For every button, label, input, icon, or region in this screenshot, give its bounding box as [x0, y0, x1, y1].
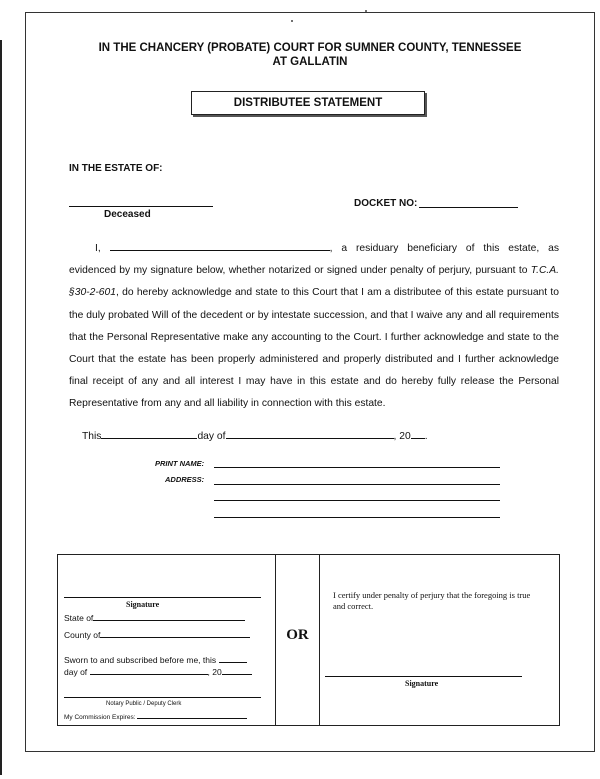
county-field[interactable] — [100, 629, 250, 638]
court-title-line1: IN THE CHANCERY (PROBATE) COURT FOR SUMNER COUNTY, TENNESSEE — [98, 42, 522, 54]
notary-signature-field[interactable] — [64, 697, 261, 698]
address-field-2[interactable] — [214, 500, 500, 501]
body-after-name: , a residuary beneficiary of this estate, as evidenced by my signature below, whether notarized or signed under penalty of perjury, pursuant to — [69, 243, 559, 277]
sworn-label: Sworn to and subscribed before me, this — [64, 655, 217, 665]
sworn-year-field[interactable] — [222, 666, 252, 675]
statement-body — [69, 238, 559, 416]
print-name-label: PRINT NAME: — [155, 459, 205, 468]
perjury-signature-field[interactable] — [325, 676, 522, 677]
commission-field[interactable] — [137, 712, 247, 719]
scan-edge-mark — [0, 40, 2, 775]
statement-title: DISTRIBUTEE STATEMENT — [191, 91, 425, 115]
state-field[interactable] — [93, 612, 245, 621]
docket-number-field[interactable] — [419, 207, 518, 208]
county-of-row — [64, 629, 250, 640]
day-of-label: day of — [197, 431, 226, 442]
sworn-row-2 — [64, 666, 252, 677]
date-line — [82, 428, 428, 442]
date-end: . — [424, 431, 428, 442]
estate-label: IN THE ESTATE OF: — [69, 163, 163, 174]
deceased-label: Deceased — [104, 209, 151, 220]
sworn-day-of-label: day of — [64, 667, 88, 677]
perjury-signature-label: Signature — [405, 679, 439, 688]
notarized-signature-field[interactable] — [64, 597, 261, 598]
print-name-field[interactable] — [214, 467, 500, 468]
beneficiary-name-field[interactable] — [110, 240, 330, 251]
notary-label: Notary Public / Deputy Clerk — [106, 701, 182, 707]
scan-speck — [291, 20, 293, 22]
scan-speck — [365, 10, 367, 12]
deceased-name-field[interactable] — [69, 206, 213, 207]
body-intro: I, — [95, 243, 101, 254]
day-field[interactable] — [101, 428, 197, 439]
address-label: ADDRESS: — [165, 475, 205, 484]
statute-citation: T.C.A. §30-2-601 — [69, 265, 559, 299]
state-of-label: State of — [64, 613, 94, 623]
state-of-row — [64, 612, 245, 623]
year-prefix: , 20 — [393, 431, 411, 442]
perjury-certification: I certify under penalty of perjury that the foregoing is true and correct. — [333, 590, 531, 611]
county-of-label: County of — [64, 630, 101, 640]
year-field[interactable] — [411, 428, 425, 439]
court-title-line2: AT GALLATIN — [272, 56, 348, 68]
notarized-signature-label: Signature — [126, 600, 160, 609]
sworn-year-prefix: , 20 — [207, 667, 222, 677]
sworn-row-1 — [64, 654, 247, 665]
address-field-1[interactable] — [214, 484, 500, 485]
or-label: OR — [286, 627, 309, 643]
this-label: This — [82, 431, 102, 442]
address-field-3[interactable] — [214, 517, 500, 518]
body-rest: , do hereby acknowledge and state to this Court that I am a distributee of this estate pursuant to the duly probated Will of the decedent or by intestate succession, and that I waive any and all requirements that the Personal Representative make any accounting to the Court. I further acknowledge and state to the Court that the estate has been properly administered and properly distributed and I further acknowledge final receipt of any and all interest I may have in this estate and do hereby fully release the Personal Representative from any and all liability in connection with this estate. — [69, 287, 559, 410]
sworn-month-field[interactable] — [90, 666, 208, 675]
commission-label: My Commission Expires: — [64, 714, 136, 721]
commission-row — [64, 712, 247, 721]
month-field[interactable] — [226, 428, 394, 439]
box-divider — [319, 554, 320, 726]
docket-label: DOCKET NO: — [354, 198, 418, 209]
sworn-day-field[interactable] — [219, 654, 247, 663]
court-title — [40, 41, 580, 69]
